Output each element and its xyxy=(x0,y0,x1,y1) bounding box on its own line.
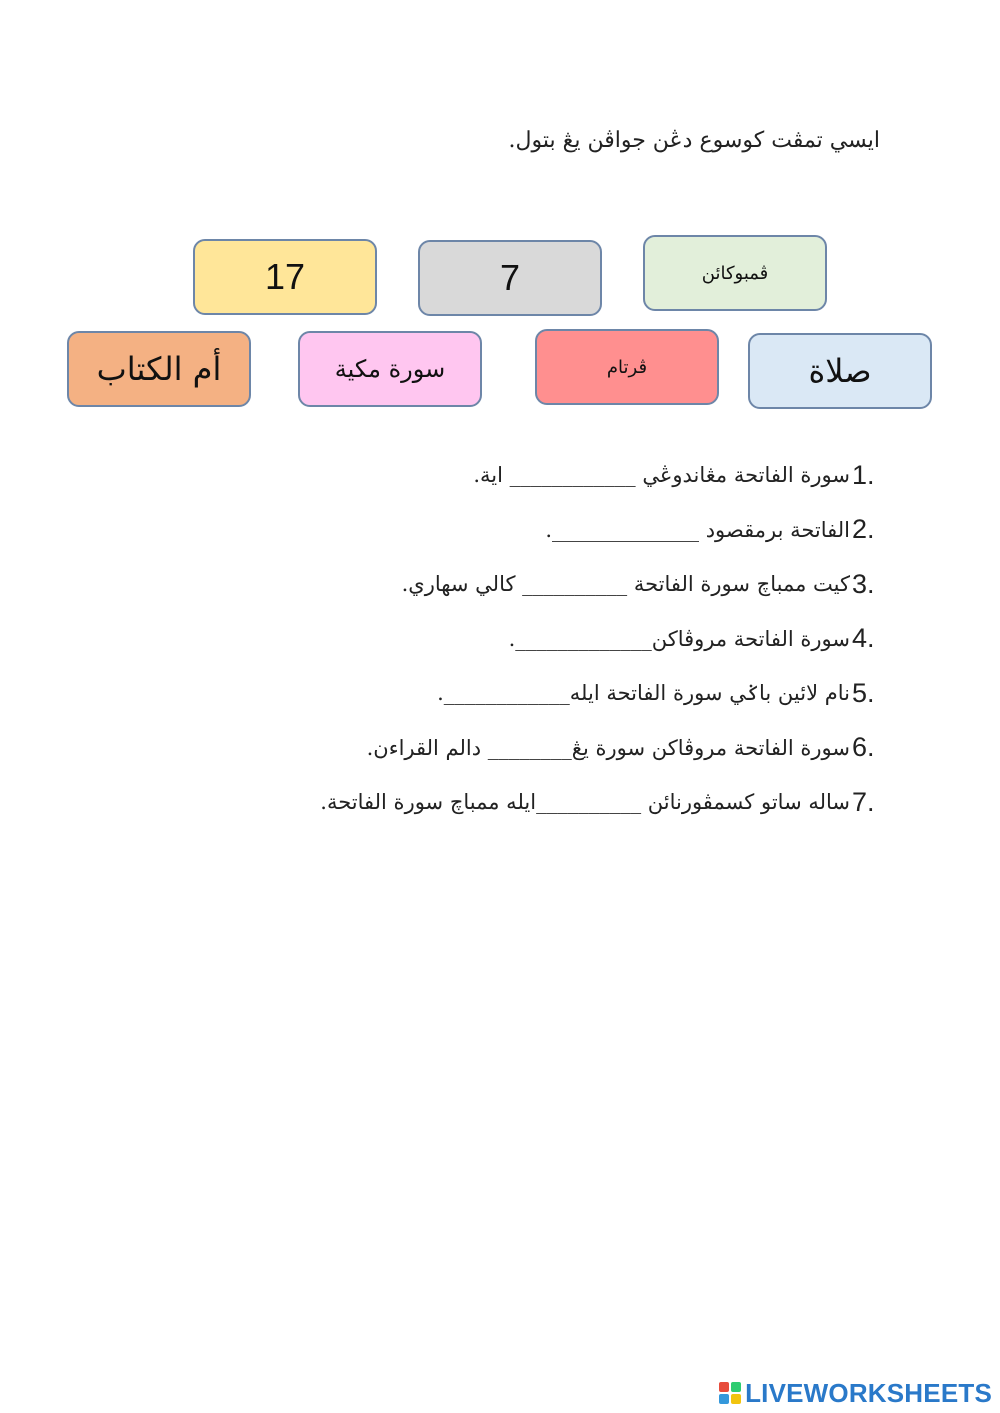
question-text[interactable]: نام لائين باݢي سورة الفاتحة ايله____________. xyxy=(437,681,850,706)
answer-box-label: أم الكتاب xyxy=(96,350,222,388)
answer-box-label: 17 xyxy=(264,256,306,297)
question-row xyxy=(150,557,875,612)
instruction-text: ايسي تمڤت كوسوع دڠن جواڤن يڠ بتول. xyxy=(508,128,880,153)
answer-box-17[interactable] xyxy=(193,239,377,315)
question-row xyxy=(150,666,875,721)
question-text[interactable]: ساله ساتو كسمڤورنائن __________ايله ممباچ سورة الفاتحة. xyxy=(320,790,850,815)
answer-box-surah-makkiyah[interactable] xyxy=(298,331,482,407)
answer-box-label: سورة مكية xyxy=(334,355,446,383)
question-row xyxy=(150,721,875,776)
question-text[interactable]: سورة الفاتحة مروڤاكن_____________. xyxy=(508,626,850,651)
question-number: 4. xyxy=(852,623,875,654)
answer-box-label: ڤرتام xyxy=(606,356,648,378)
answer-box-pembukaan[interactable] xyxy=(643,235,827,311)
question-list xyxy=(150,448,875,830)
question-text[interactable]: الفاتحة برمقصود ______________. xyxy=(545,517,850,542)
question-number: 1. xyxy=(852,459,875,490)
answer-box-pertama[interactable] xyxy=(535,329,719,405)
question-number: 7. xyxy=(852,786,875,817)
answer-box-label: صلاة xyxy=(808,352,872,390)
question-row xyxy=(150,612,875,667)
question-number: 6. xyxy=(852,732,875,763)
answer-box-label: 7 xyxy=(499,257,521,298)
question-text[interactable]: كيت ممباچ سورة الفاتحة __________ كالي سهاري. xyxy=(401,572,850,597)
answer-box-solat[interactable] xyxy=(748,333,932,409)
answer-box-label: ڤمبوكائن xyxy=(701,262,769,284)
answer-box-7[interactable] xyxy=(418,240,602,316)
liveworksheets-logo[interactable] xyxy=(719,1379,992,1407)
brand-name: LIVEWORKSHEETS xyxy=(745,1377,992,1408)
question-row xyxy=(150,775,875,830)
question-row xyxy=(150,503,875,558)
logo-blocks-icon xyxy=(719,1382,741,1404)
question-number: 3. xyxy=(852,568,875,599)
question-text[interactable]: سورة الفاتحة مڠاندوڠي ____________ اية. xyxy=(473,463,850,488)
question-number: 5. xyxy=(852,677,875,708)
answer-box-umm-al-kitab[interactable] xyxy=(67,331,251,407)
question-number: 2. xyxy=(852,514,875,545)
question-text[interactable]: سورة الفاتحة مروڤاكن سورة يڠ________ دالم القراءن. xyxy=(366,735,850,760)
question-row xyxy=(150,448,875,503)
